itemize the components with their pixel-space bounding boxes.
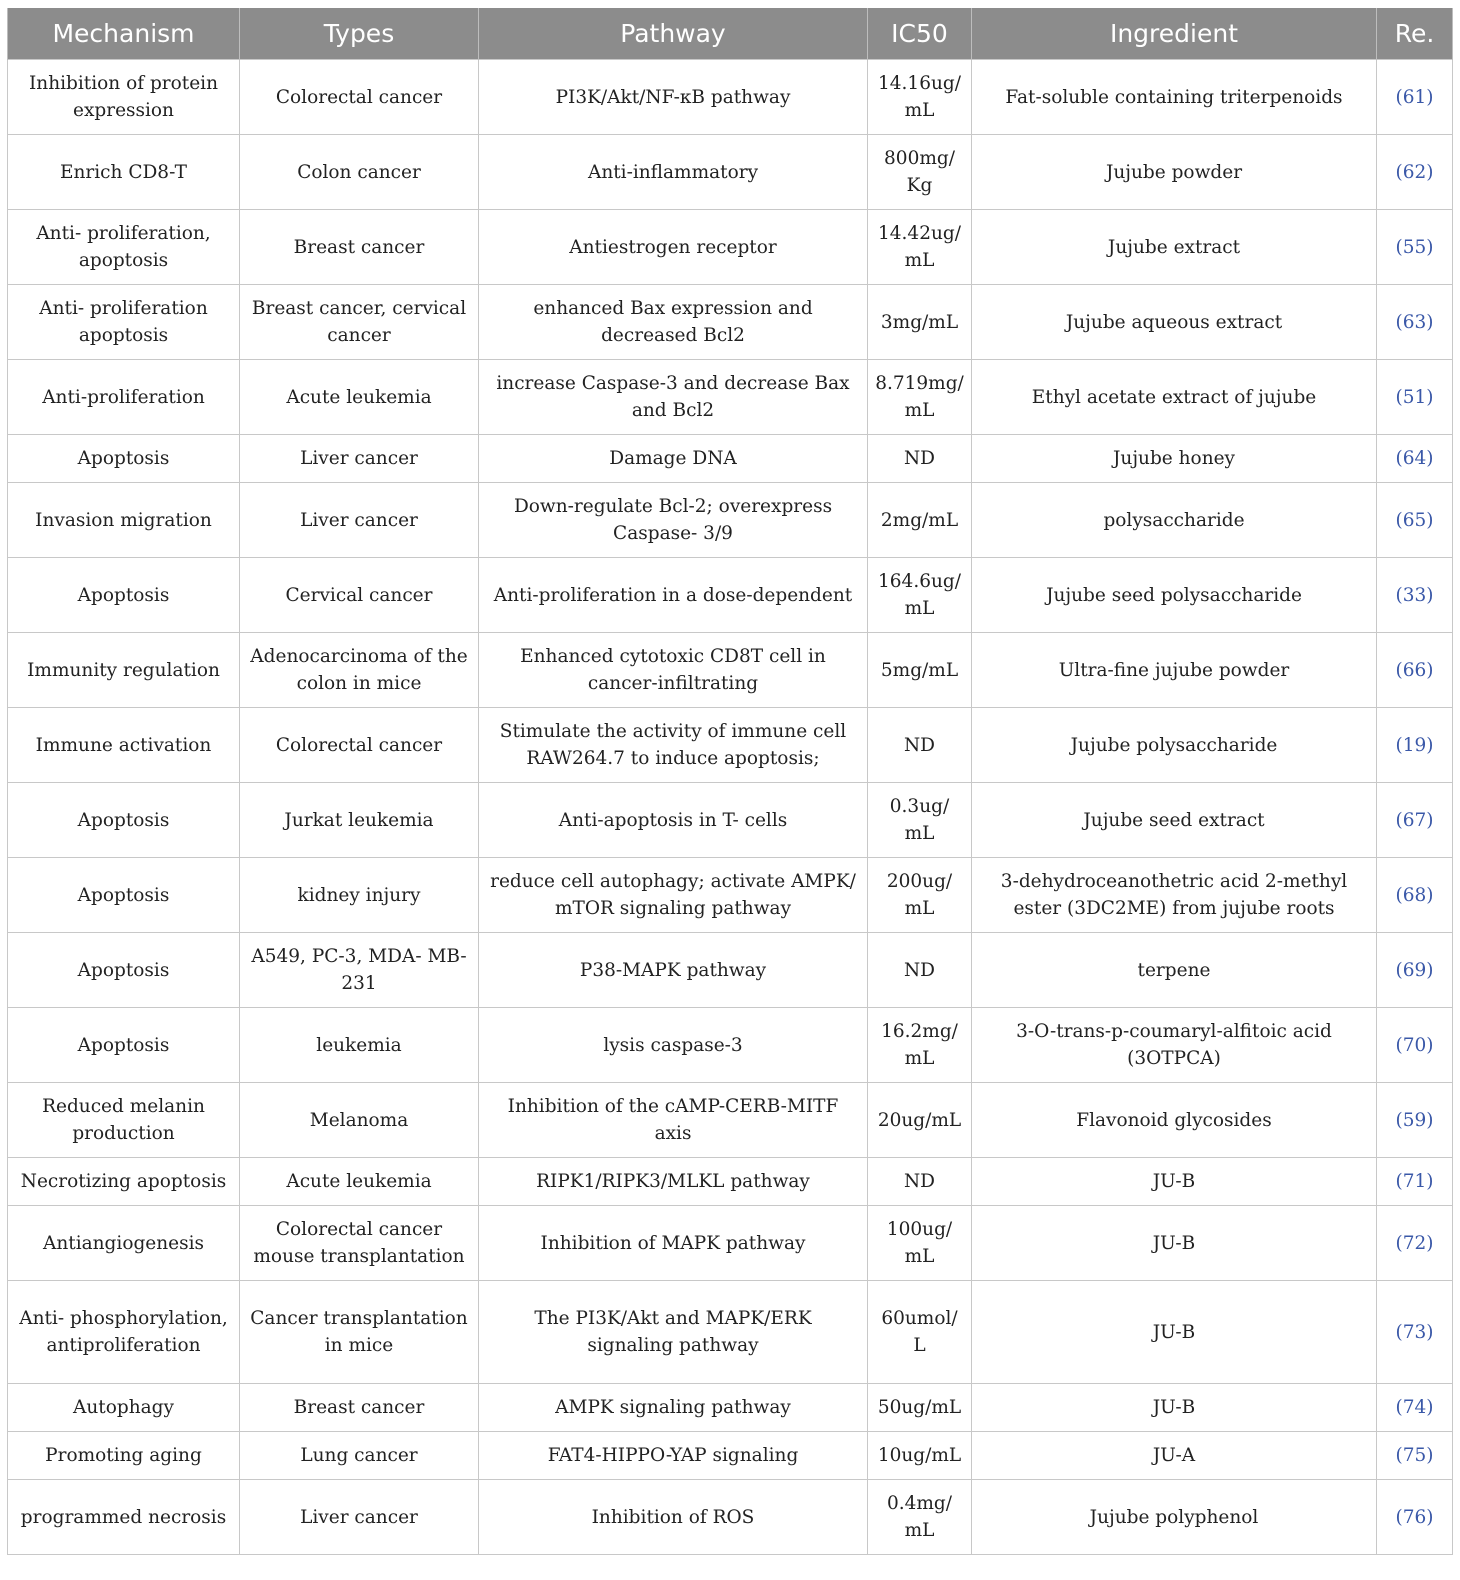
reference-link[interactable]: (59) <box>1377 1083 1453 1158</box>
reference-link[interactable]: (69) <box>1377 933 1453 1008</box>
cell-ic50: 200ug/ mL <box>868 858 972 933</box>
table-row <box>8 435 1453 483</box>
header-mechanism: Mechanism <box>8 8 240 60</box>
cell-types: Melanoma <box>240 1083 479 1158</box>
cell-ic50: ND <box>868 435 972 483</box>
cell-types: Colon cancer <box>240 135 479 210</box>
reference-link[interactable]: (33) <box>1377 558 1453 633</box>
cell-pathway: The PI3K/Akt and MAPK/ERK signaling pathway <box>479 1281 868 1384</box>
cell-ingredient: JU-A <box>972 1432 1377 1480</box>
cell-pathway: Antiestrogen receptor <box>479 210 868 285</box>
table-row <box>8 708 1453 783</box>
cell-mechanism: Promoting aging <box>8 1432 240 1480</box>
cell-ingredient: Ethyl acetate extract of jujube <box>972 360 1377 435</box>
table-row <box>8 1158 1453 1206</box>
cell-ingredient: Fat-soluble containing triterpenoids <box>972 60 1377 135</box>
reference-link[interactable]: (61) <box>1377 60 1453 135</box>
reference-link[interactable]: (63) <box>1377 285 1453 360</box>
cell-types: Colorectal cancer mouse transplantation <box>240 1206 479 1281</box>
cell-ingredient: JU-B <box>972 1384 1377 1432</box>
cell-mechanism: Immunity regulation <box>8 633 240 708</box>
header-ingredient: Ingredient <box>972 8 1377 60</box>
cell-pathway: Inhibition of the cAMP-CERB-MITF axis <box>479 1083 868 1158</box>
cell-ic50: 16.2mg/ mL <box>868 1008 972 1083</box>
cell-pathway: Anti-inflammatory <box>479 135 868 210</box>
cell-types: Liver cancer <box>240 435 479 483</box>
table-row <box>8 1281 1453 1384</box>
cell-ingredient: 3-O-trans-p-coumaryl-alfitoic acid (3OTPCA) <box>972 1008 1377 1083</box>
table-row <box>8 210 1453 285</box>
cell-mechanism: Antiangiogenesis <box>8 1206 240 1281</box>
cell-pathway: Damage DNA <box>479 435 868 483</box>
table-row <box>8 783 1453 858</box>
cell-types: Colorectal cancer <box>240 60 479 135</box>
table-row <box>8 933 1453 1008</box>
cell-types: leukemia <box>240 1008 479 1083</box>
cell-types: Liver cancer <box>240 483 479 558</box>
table-header <box>8 8 1453 60</box>
cell-mechanism: Invasion migration <box>8 483 240 558</box>
cell-ingredient: JU-B <box>972 1281 1377 1384</box>
cell-types: Acute leukemia <box>240 360 479 435</box>
cell-types: Jurkat leukemia <box>240 783 479 858</box>
cell-ic50: 8.719mg/ mL <box>868 360 972 435</box>
reference-link[interactable]: (64) <box>1377 435 1453 483</box>
cell-mechanism: Anti-proliferation <box>8 360 240 435</box>
cell-ic50: 20ug/mL <box>868 1083 972 1158</box>
table-row <box>8 1083 1453 1158</box>
cell-ic50: ND <box>868 708 972 783</box>
table-row <box>8 1008 1453 1083</box>
reference-link[interactable]: (72) <box>1377 1206 1453 1281</box>
data-table-container <box>7 8 1452 1555</box>
header-types: Types <box>240 8 479 60</box>
cell-mechanism: Autophagy <box>8 1384 240 1432</box>
cell-pathway: Inhibition of MAPK pathway <box>479 1206 868 1281</box>
cell-mechanism: Apoptosis <box>8 858 240 933</box>
cell-pathway: Down-regulate Bcl-2; overexpress Caspase- 3/9 <box>479 483 868 558</box>
cell-ic50: 100ug/ mL <box>868 1206 972 1281</box>
table-body <box>8 60 1453 1555</box>
cell-ingredient: Jujube seed extract <box>972 783 1377 858</box>
reference-link[interactable]: (75) <box>1377 1432 1453 1480</box>
cell-ic50: 3mg/mL <box>868 285 972 360</box>
reference-link[interactable]: (65) <box>1377 483 1453 558</box>
cell-ic50: 5mg/mL <box>868 633 972 708</box>
reference-link[interactable]: (19) <box>1377 708 1453 783</box>
cell-mechanism: Enrich CD8-T <box>8 135 240 210</box>
cell-pathway: Anti-proliferation in a dose-dependent <box>479 558 868 633</box>
cell-ic50: ND <box>868 1158 972 1206</box>
cell-ic50: 800mg/ Kg <box>868 135 972 210</box>
header-row <box>8 8 1453 60</box>
cell-mechanism: Apoptosis <box>8 1008 240 1083</box>
cell-pathway: increase Caspase-3 and decrease Bax and Bcl2 <box>479 360 868 435</box>
cell-pathway: enhanced Bax expression and decreased Bcl2 <box>479 285 868 360</box>
cell-ingredient: polysaccharide <box>972 483 1377 558</box>
reference-link[interactable]: (73) <box>1377 1281 1453 1384</box>
table-row <box>8 633 1453 708</box>
cell-pathway: AMPK signaling pathway <box>479 1384 868 1432</box>
reference-link[interactable]: (51) <box>1377 360 1453 435</box>
reference-link[interactable]: (74) <box>1377 1384 1453 1432</box>
cell-types: kidney injury <box>240 858 479 933</box>
table-row <box>8 135 1453 210</box>
cell-mechanism: Apoptosis <box>8 558 240 633</box>
reference-link[interactable]: (71) <box>1377 1158 1453 1206</box>
cell-ingredient: Jujube honey <box>972 435 1377 483</box>
table-row <box>8 558 1453 633</box>
reference-link[interactable]: (55) <box>1377 210 1453 285</box>
reference-link[interactable]: (62) <box>1377 135 1453 210</box>
cell-ic50: 2mg/mL <box>868 483 972 558</box>
table-row <box>8 858 1453 933</box>
cell-types: Acute leukemia <box>240 1158 479 1206</box>
cell-mechanism: Anti- proliferation apoptosis <box>8 285 240 360</box>
cell-mechanism: Apoptosis <box>8 783 240 858</box>
cell-types: Cervical cancer <box>240 558 479 633</box>
reference-link[interactable]: (70) <box>1377 1008 1453 1083</box>
cell-types: A549, PC-3, MDA- MB-231 <box>240 933 479 1008</box>
cell-ingredient: Jujube polysaccharide <box>972 708 1377 783</box>
cell-pathway: Enhanced cytotoxic CD8T cell in cancer-infiltrating <box>479 633 868 708</box>
table-row <box>8 483 1453 558</box>
cell-ic50: 14.16ug/ mL <box>868 60 972 135</box>
cell-ingredient: Jujube aqueous extract <box>972 285 1377 360</box>
table-row <box>8 1480 1453 1555</box>
cell-ic50: 60umol/ L <box>868 1281 972 1384</box>
cell-ic50: 14.42ug/ mL <box>868 210 972 285</box>
cell-ingredient: terpene <box>972 933 1377 1008</box>
cell-ingredient: Flavonoid glycosides <box>972 1083 1377 1158</box>
cell-ingredient: Jujube polyphenol <box>972 1480 1377 1555</box>
cell-ingredient: Jujube extract <box>972 210 1377 285</box>
cell-pathway: lysis caspase-3 <box>479 1008 868 1083</box>
cell-types: Lung cancer <box>240 1432 479 1480</box>
cell-pathway: Inhibition of ROS <box>479 1480 868 1555</box>
cell-ingredient: Ultra-fine jujube powder <box>972 633 1377 708</box>
cell-ic50: 0.3ug/ mL <box>868 783 972 858</box>
cell-pathway: reduce cell autophagy; activate AMPK/ mTOR signaling pathway <box>479 858 868 933</box>
header-pathway: Pathway <box>479 8 868 60</box>
table-row <box>8 1384 1453 1432</box>
cell-mechanism: Anti- phosphorylation, antiproliferation <box>8 1281 240 1384</box>
cell-pathway: RIPK1/RIPK3/MLKL pathway <box>479 1158 868 1206</box>
cell-pathway: P38-MAPK pathway <box>479 933 868 1008</box>
header-ic50: IC50 <box>868 8 972 60</box>
cell-ingredient: JU-B <box>972 1206 1377 1281</box>
table-row <box>8 60 1453 135</box>
table-row <box>8 1206 1453 1281</box>
reference-link[interactable]: (76) <box>1377 1480 1453 1555</box>
cell-types: Cancer transplantation in mice <box>240 1281 479 1384</box>
cell-types: Adenocarcinoma of the colon in mice <box>240 633 479 708</box>
cell-mechanism: Reduced melanin production <box>8 1083 240 1158</box>
cell-pathway: Anti-apoptosis in T- cells <box>479 783 868 858</box>
cell-ic50: 164.6ug/ mL <box>868 558 972 633</box>
reference-link[interactable]: (68) <box>1377 858 1453 933</box>
cell-mechanism: programmed necrosis <box>8 1480 240 1555</box>
header-ref: Re. <box>1377 8 1453 60</box>
cell-ic50: 10ug/mL <box>868 1432 972 1480</box>
cell-types: Breast cancer <box>240 210 479 285</box>
cell-types: Liver cancer <box>240 1480 479 1555</box>
cell-ic50: ND <box>868 933 972 1008</box>
cell-mechanism: Immune activation <box>8 708 240 783</box>
cell-types: Breast cancer, cervical cancer <box>240 285 479 360</box>
table-row <box>8 1432 1453 1480</box>
cell-types: Colorectal cancer <box>240 708 479 783</box>
cell-mechanism: Anti- proliferation, apoptosis <box>8 210 240 285</box>
table-row <box>8 285 1453 360</box>
cell-ingredient: 3-dehydroceanothetric acid 2-methyl ester (3DC2ME) from jujube roots <box>972 858 1377 933</box>
table-row <box>8 360 1453 435</box>
cell-pathway: FAT4-HIPPO-YAP signaling <box>479 1432 868 1480</box>
data-table <box>7 8 1453 1555</box>
cell-mechanism: Necrotizing apoptosis <box>8 1158 240 1206</box>
cell-pathway: PI3K/Akt/NF-κB pathway <box>479 60 868 135</box>
cell-ingredient: Jujube powder <box>972 135 1377 210</box>
cell-mechanism: Apoptosis <box>8 435 240 483</box>
cell-mechanism: Inhibition of protein expression <box>8 60 240 135</box>
reference-link[interactable]: (66) <box>1377 633 1453 708</box>
cell-ic50: 0.4mg/ mL <box>868 1480 972 1555</box>
cell-ingredient: JU-B <box>972 1158 1377 1206</box>
cell-ingredient: Jujube seed polysaccharide <box>972 558 1377 633</box>
reference-link[interactable]: (67) <box>1377 783 1453 858</box>
cell-mechanism: Apoptosis <box>8 933 240 1008</box>
cell-types: Breast cancer <box>240 1384 479 1432</box>
cell-ic50: 50ug/mL <box>868 1384 972 1432</box>
cell-pathway: Stimulate the activity of immune cell RAW264.7 to induce apoptosis; <box>479 708 868 783</box>
